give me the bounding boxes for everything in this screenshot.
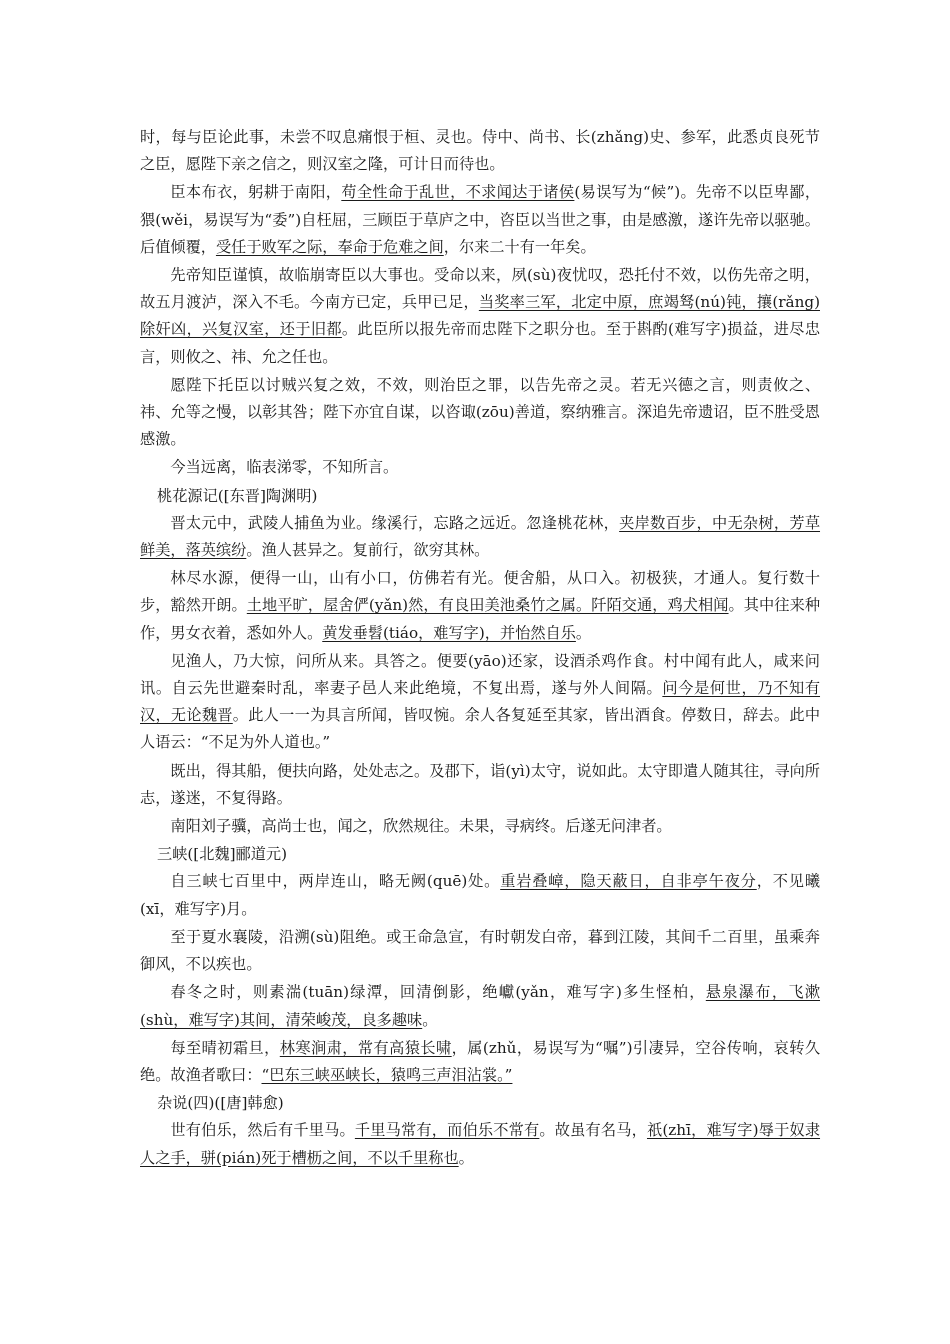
paragraph [140,124,820,178]
text-run: 春冬之时，则素湍(tuān)绿潭，回清倒影，绝巘(yǎn，难写字)多生怪柏， [170,983,706,1002]
section-title [140,841,820,868]
underlined-phrase: 重岩叠嶂，隐天蔽日，自非亭午夜分 [500,872,757,891]
section-title [140,483,820,510]
text-run: 既出，得其船，便扶向路，处处志之。及郡下，诣(yì)太守，说如此。太守即遣人随其往，寻向所志，遂迷，不复得路。 [140,761,820,807]
paragraph [140,565,820,647]
text-run: 世有伯乐，然后有千里马。 [170,1121,355,1140]
underlined-phrase: 悬泉瀑布，飞漱(shù，难写字)其间，清荣峻茂，良多趣味 [140,983,821,1029]
underlined-phrase: “巴东三峡巫峡长，猿鸣三声泪沾裳。” [261,1065,513,1084]
text-run: 臣本布衣，躬耕于南阳， [170,183,342,202]
text-run: 见渔人，乃大惊，问所从来。具答之。便要(yāo)还家，设酒杀鸡作食。村中闻有此人，咸来问讯。自云先世避秦时乱，率妻子邑人来此绝境，不复出焉，遂与外人间隔。 [140,651,820,698]
underlined-phrase: 苟全性命于乱世，不求闻达于诸侯 [341,183,575,202]
text-run: 。此臣所以报先帝而忠陛下之职分也。至于斟酌(难写字)损益，进尽忠言，则攸之、祎、允之任也。 [140,320,821,366]
underlined-phrase: 林寒涧肃，常有高猿长啸 [279,1038,452,1057]
text-run: 每至晴初霜旦， [170,1038,280,1057]
paragraph [140,454,820,481]
text-run: 桃花源记([东晋]陶渊明) [157,486,318,505]
text-run: 。此人一一为具言所闻，皆叹惋。余人各复延至其家，皆出酒食。停数日，辞去。此中人语云：“不足为外人道也。” [140,706,821,752]
text-run: 三峡([北魏]郦道元) [157,845,288,864]
paragraph [140,1035,820,1089]
underlined-phrase: 受任于败军之际，奉命于危难之间 [215,237,444,256]
text-run: ，不见曦(xī，难写字)月。 [140,872,821,918]
text-run: (易误写为“候”)。先帝不以臣卑鄙，猥(wěi，易误写为“委”)自枉屈，三顾臣于草庐之中，咨臣以当世之事，由是感激，遂许先帝以驱驰。后值倾覆， [140,183,821,256]
text-run: 。渔人甚异之。复前行，欲穷其林。 [246,541,490,560]
text-run: 杂说(四)([唐]韩愈) [157,1094,284,1113]
paragraph [140,868,820,922]
paragraph [140,262,820,371]
text-run: 自三峡七百里中，两岸连山，略无阙(quē)处。 [170,872,501,891]
text-run: 。其中往来种作，男女衣着，悉如外人。 [140,596,821,642]
section-title [140,1090,820,1117]
text-run: 南阳刘子骥，高尚士也，闻之，欣然规往。未果，寻病终。后遂无问津者。 [170,817,672,836]
text-run: 今当远离，临表涕零，不知所言。 [170,458,399,477]
text-run: 晋太元中，武陵人捕鱼为业。缘溪行，忘路之远近。忽逢桃花林， [170,513,620,532]
text-run: ，属(zhǔ，易误写为“嘱”)引凄异，空谷传响，哀转久绝。故渔者歌曰： [140,1038,821,1084]
paragraph [140,1117,820,1171]
underlined-phrase: 祇(zhī，难写字)辱于奴隶人之手，骈(pián)死于槽枥之间，不以千里称也 [140,1121,821,1167]
text-run: ，尔来二十有一年矣。 [443,237,596,256]
text-run: 时，每与臣论此事，未尝不叹息痛恨于桓、灵也。侍中、尚书、长(zhǎng)史、参军，此悉贞良死节之臣，愿陛下亲之信之，则汉室之隆，可计日而待也。 [140,128,820,174]
underlined-phrase: 问今是何世，乃不知有汉，无论魏晋 [140,679,821,725]
text-run: 至于夏水襄陵，沿溯(sù)阻绝。或王命急宣，有时朝发白帝，暮到江陵，其间千二百里，虽乘奔御风，不以疾也。 [140,927,820,974]
text-run: 。 [575,623,592,642]
underlined-phrase: 土地平旷，屋舍俨(yǎn)然，有良田美池桑竹之属。阡陌交通，鸡犬相闻 [246,596,729,615]
document-body [140,124,820,1173]
text-run: 。 [458,1148,474,1167]
underlined-phrase: 黄发垂髫(tiáo，难写字)，并怡然自乐 [322,623,576,642]
paragraph [140,648,820,757]
paragraph [140,924,820,978]
text-run: 林尽水源，便得一山，山有小口，仿佛若有光。便舍船，从口入。初极狭，才通人。复行数十步，豁然开朗。 [140,569,820,615]
underlined-phrase: 当奖率三军，北定中原，庶竭驽(nú)钝，攘(rǎng)除奸凶，兴复汉室，还于旧都 [140,293,820,339]
underlined-phrase: 夹岸数百步，中无杂树，芳草鲜美，落英缤纷 [140,513,821,560]
text-run: 先帝知臣谨慎，故临崩寄臣以大事也。受命以来，夙(sù)夜忧叹，恐托付不效，以伤先帝之明，故五月渡泸，深入不毛。今南方已定，兵甲已足， [140,266,820,312]
paragraph [140,758,820,812]
paragraph [140,179,820,261]
text-run: 愿陛下托臣以讨贼兴复之效，不效，则治臣之罪，以告先帝之灵。若无兴德之言，则责攸之、祎、允等之慢，以彰其咎；陛下亦宜自谋，以咨诹(zōu)善道，察纳雅言。深追先帝遗诏，臣不胜受恩感激。 [140,375,820,449]
underlined-phrase: 千里马常有，而伯乐不常有 [354,1121,540,1140]
paragraph [140,813,820,840]
paragraph [140,510,820,564]
paragraph [140,979,820,1033]
paragraph [140,372,820,454]
text-run: 。 [422,1010,438,1029]
text-run: 。故虽有名马， [539,1121,647,1140]
